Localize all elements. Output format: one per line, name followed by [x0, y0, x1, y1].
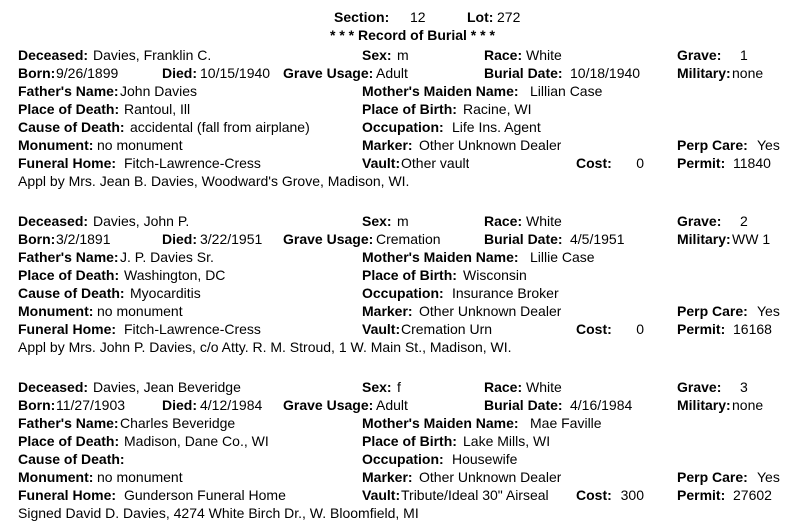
cost-value: 300 — [620, 487, 644, 503]
section-label: Section: — [334, 9, 390, 25]
permit-label: Permit: — [677, 155, 726, 171]
race-label: Race: — [484, 47, 523, 63]
cause-of-death-label: Cause of Death: — [18, 451, 125, 467]
vault-value: Other vault — [401, 155, 470, 171]
grave-label: Grave: — [677, 47, 722, 63]
cause-of-death-label: Cause of Death: — [18, 119, 125, 135]
born-value: 3/2/1891 — [56, 231, 111, 247]
sex-value: m — [397, 47, 409, 63]
deceased-value: Davies, Jean Beveridge — [93, 379, 241, 395]
grave-value: 2 — [740, 213, 748, 229]
place-of-death-value: Washington, DC — [124, 267, 226, 283]
place-of-birth-label: Place of Birth: — [362, 433, 457, 449]
funeral-home-label: Funeral Home: — [18, 487, 117, 503]
cause-of-death-value: accidental (fall from airplane) — [130, 119, 310, 135]
deceased-label: Deceased: — [18, 213, 89, 229]
died-label: Died: — [162, 231, 197, 247]
died-label: Died: — [162, 65, 197, 81]
military-label: Military: — [677, 65, 731, 81]
grave-value: 1 — [740, 47, 748, 63]
race-value: White — [526, 213, 562, 229]
place-of-death-value: Rantoul, Ill — [124, 101, 191, 117]
fathers-name-value: John Davies — [120, 83, 198, 99]
burial-record — [0, 166, 800, 355]
fathers-name-label: Father's Name: — [18, 249, 119, 265]
grave-usage-label: Grave Usage: — [283, 231, 374, 247]
perp-care-value: Yes — [757, 137, 780, 153]
funeral-home-label: Funeral Home: — [18, 155, 117, 171]
grave-usage-label: Grave Usage: — [283, 397, 374, 413]
marker-value: Other Unknown Dealer — [419, 303, 562, 319]
sex-label: Sex: — [362, 213, 392, 229]
grave-usage-label: Grave Usage: — [283, 65, 374, 81]
fathers-name-label: Father's Name: — [18, 83, 119, 99]
record-note: Signed David D. Davies, 4274 White Birch Dr., W. Bloomfield, MI — [18, 505, 419, 521]
place-of-death-label: Place of Death: — [18, 101, 120, 117]
perp-care-label: Perp Care: — [677, 469, 748, 485]
cost-value: 0 — [636, 321, 644, 337]
marker-label: Marker: — [362, 137, 413, 153]
permit-value: 16168 — [733, 321, 772, 337]
deceased-label: Deceased: — [18, 379, 89, 395]
sex-value: f — [397, 379, 401, 395]
grave-label: Grave: — [677, 213, 722, 229]
place-of-death-value: Madison, Dane Co., WI — [124, 433, 269, 449]
cause-of-death-label: Cause of Death: — [18, 285, 125, 301]
sex-label: Sex: — [362, 47, 392, 63]
occupation-label: Occupation: — [362, 119, 444, 135]
burial-date-label: Burial Date: — [484, 65, 563, 81]
mothers-maiden-name-label: Mother's Maiden Name: — [362, 249, 519, 265]
born-value: 9/26/1899 — [56, 65, 119, 81]
deceased-value: Davies, John P. — [93, 213, 190, 229]
occupation-label: Occupation: — [362, 285, 444, 301]
vault-label: Vault: — [362, 487, 401, 503]
mothers-maiden-name-value: Lillie Case — [530, 249, 595, 265]
permit-label: Permit: — [677, 321, 726, 337]
burial-date-value: 4/5/1951 — [570, 231, 625, 247]
marker-value: Other Unknown Dealer — [419, 137, 562, 153]
deceased-label: Deceased: — [18, 47, 89, 63]
place-of-birth-value: Racine, WI — [463, 101, 532, 117]
vault-label: Vault: — [362, 321, 401, 337]
cost-label: Cost: — [576, 155, 612, 171]
perp-care-label: Perp Care: — [677, 303, 748, 319]
mothers-maiden-name-value: Mae Faville — [530, 415, 602, 431]
place-of-death-label: Place of Death: — [18, 267, 120, 283]
mothers-maiden-name-label: Mother's Maiden Name: — [362, 415, 519, 431]
record-note: Appl by Mrs. John P. Davies, c/o Atty. R. M. Stroud, 1 W. Main St., Madison, WI. — [18, 339, 512, 355]
military-label: Military: — [677, 231, 731, 247]
vault-value: Cremation Urn — [401, 321, 493, 337]
mothers-maiden-name-value: Lillian Case — [530, 83, 603, 99]
section-value: 12 — [410, 9, 426, 25]
vault-value: Tribute/Ideal 30" Airseal — [401, 487, 549, 503]
marker-label: Marker: — [362, 469, 413, 485]
occupation-label: Occupation: — [362, 451, 444, 467]
record-note: Appl by Mrs. Jean B. Davies, Woodward's Grove, Madison, WI. — [18, 173, 410, 189]
monument-label: Monument: — [18, 469, 94, 485]
lot-value: 272 — [497, 9, 521, 25]
permit-value: 27602 — [733, 487, 772, 503]
funeral-home-value: Fitch-Lawrence-Cress — [124, 155, 261, 171]
perp-care-label: Perp Care: — [677, 137, 748, 153]
burial-record — [0, 332, 800, 521]
grave-usage-value: Cremation — [376, 231, 441, 247]
burial-date-label: Burial Date: — [484, 397, 563, 413]
military-value: none — [732, 397, 764, 413]
perp-care-value: Yes — [757, 469, 780, 485]
occupation-value: Life Ins. Agent — [452, 119, 541, 135]
occupation-value: Insurance Broker — [452, 285, 559, 301]
perp-care-value: Yes — [757, 303, 780, 319]
military-value: none — [732, 65, 764, 81]
funeral-home-value: Fitch-Lawrence-Cress — [124, 321, 261, 337]
burial-date-label: Burial Date: — [484, 231, 563, 247]
lot-label: Lot: — [467, 9, 494, 25]
page-title: * * * Record of Burial * * * — [330, 27, 495, 43]
died-value: 3/22/1951 — [200, 231, 263, 247]
died-value: 10/15/1940 — [200, 65, 271, 81]
place-of-birth-label: Place of Birth: — [362, 101, 457, 117]
grave-value: 3 — [740, 379, 748, 395]
burial-date-value: 10/18/1940 — [570, 65, 640, 81]
born-label: Born: — [18, 397, 56, 413]
died-value: 4/12/1984 — [200, 397, 263, 413]
race-value: White — [526, 47, 562, 63]
mothers-maiden-name-label: Mother's Maiden Name: — [362, 83, 519, 99]
sex-label: Sex: — [362, 379, 392, 395]
funeral-home-label: Funeral Home: — [18, 321, 117, 337]
military-value: WW 1 — [732, 231, 771, 247]
race-label: Race: — [484, 379, 523, 395]
monument-label: Monument: — [18, 303, 94, 319]
permit-label: Permit: — [677, 487, 726, 503]
place-of-birth-value: Lake Mills, WI — [463, 433, 551, 449]
sex-value: m — [397, 213, 409, 229]
monument-value: no monument — [97, 137, 183, 153]
cost-label: Cost: — [576, 321, 612, 337]
military-label: Military: — [677, 397, 731, 413]
born-value: 11/27/1903 — [56, 397, 126, 413]
place-of-death-label: Place of Death: — [18, 433, 120, 449]
race-value: White — [526, 379, 562, 395]
monument-label: Monument: — [18, 137, 94, 153]
fathers-name-value: J. P. Davies Sr. — [120, 249, 214, 265]
died-label: Died: — [162, 397, 197, 413]
burial-date-value: 4/16/1984 — [570, 397, 633, 413]
monument-value: no monument — [97, 303, 183, 319]
born-label: Born: — [18, 65, 56, 81]
born-label: Born: — [18, 231, 56, 247]
place-of-birth-value: Wisconsin — [463, 267, 527, 283]
cost-label: Cost: — [576, 487, 612, 503]
burial-record — [0, 0, 800, 189]
grave-usage-value: Adult — [376, 397, 408, 413]
occupation-value: Housewife — [452, 451, 518, 467]
cause-of-death-value: Myocarditis — [130, 285, 201, 301]
vault-label: Vault: — [362, 155, 401, 171]
permit-value: 11840 — [733, 155, 771, 171]
marker-label: Marker: — [362, 303, 413, 319]
fathers-name-value: Charles Beveridge — [120, 415, 236, 431]
place-of-birth-label: Place of Birth: — [362, 267, 457, 283]
marker-value: Other Unknown Dealer — [419, 469, 562, 485]
deceased-value: Davies, Franklin C. — [93, 47, 212, 63]
funeral-home-value: Gunderson Funeral Home — [124, 487, 286, 503]
cost-value: 0 — [636, 155, 644, 171]
grave-label: Grave: — [677, 379, 722, 395]
fathers-name-label: Father's Name: — [18, 415, 119, 431]
grave-usage-value: Adult — [376, 65, 408, 81]
race-label: Race: — [484, 213, 523, 229]
monument-value: no monument — [97, 469, 183, 485]
